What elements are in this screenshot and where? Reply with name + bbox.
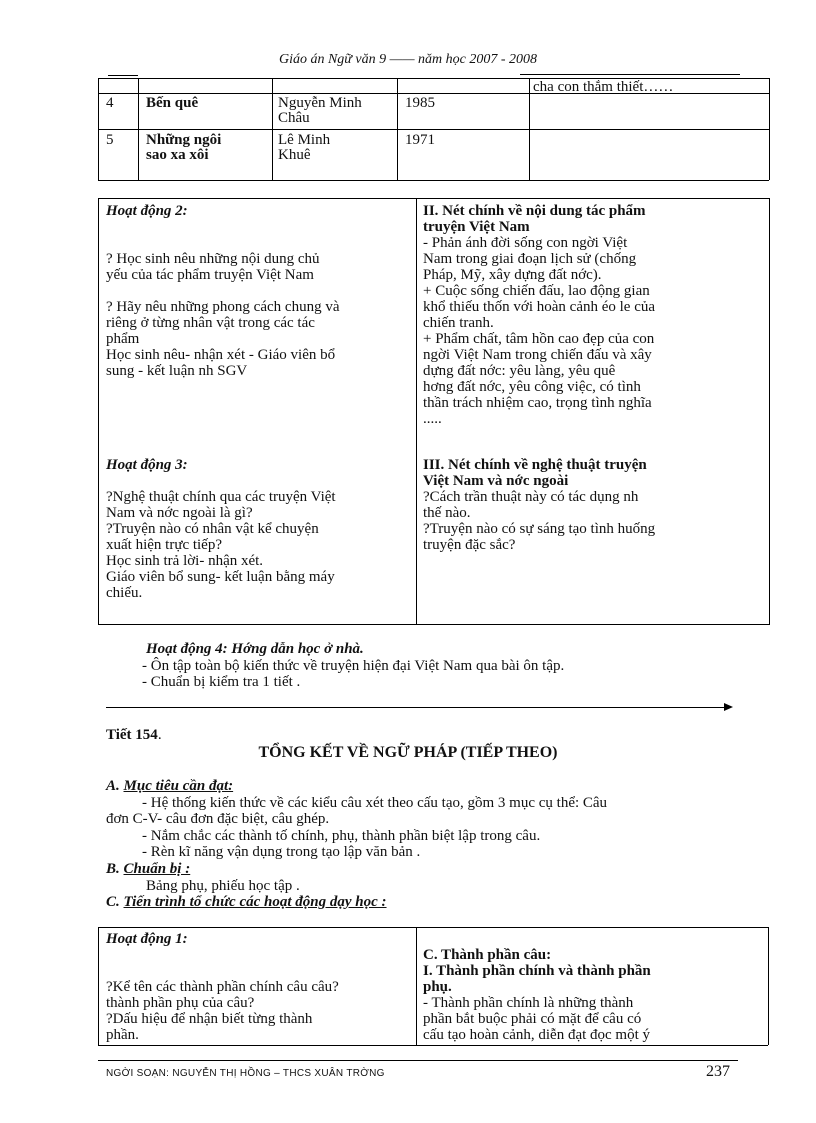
activity-1-left: Hoạt động 1: ?Kể tên các thành phần chính câu câu? thành phần phụ của câu? ?Dấu hiệu để nhận biết từng thành phần. xyxy=(106,931,339,1043)
activity-2-right: II. Nét chính về nội dung tác phẩm truyện Việt Nam - Phản ánh đời sống con ngời Việt Nam trong giai đoạn lịch sử (chống Pháp, Mỹ, xây dựng đất nớc). + Cuộc sống chiến đấu, lao động gian khổ thiếu thốn với hoàn cảnh éo le của chiến tranh. + Phẩm chất, tâm hồn cao đẹp của con ngời Việt Nam trong chiến đấu và xây dựng đất nớc: yêu làng, yêu quê hơng đất nớc, yêu công việc, có tình thần trách nhiệm cao, trọng tình nghĩa ..... xyxy=(423,203,656,427)
activity-4-items: - Ôn tập toàn bộ kiến thức về truyện hiện đại Việt Nam qua bài ôn tập. - Chuẩn bị kiểm tra 1 tiết . xyxy=(142,658,565,690)
activity-2-heading: Hoạt động 2: xyxy=(106,203,188,219)
activities-table-divider xyxy=(416,198,417,624)
header-rule-right xyxy=(520,74,740,75)
table-row-4-no: 4 xyxy=(106,95,114,111)
footer-author: NGỜI SOẠN: NGUYỄN THỊ HỒNG – THCS XUÂN TRỜNG xyxy=(106,1068,385,1079)
activity-3-left: Hoạt động 3: ?Nghệ thuật chính qua các truyện Việt Nam và nớc ngoài là gì? ?Truyện nào có nhân vật kể chuyện xuất hiện trực tiếp? Học sinh trả lời- nhận xét. Giáo viên bổ sung- kết luận bằng máy chiếu. xyxy=(106,457,336,601)
page-number: 237 xyxy=(706,1063,730,1080)
section-c-components-heading: C. Thành phần câu: xyxy=(423,947,552,963)
section-ii-heading: II. Nét chính về nội dung tác phẩm xyxy=(423,203,646,219)
table-row-4-year: 1985 xyxy=(405,95,435,111)
section-a-line-2: đơn C-V- câu đơn đặc biệt, câu ghép. xyxy=(106,811,330,827)
section-a-line-1: - Hệ thống kiến thức về các kiểu câu xét theo cấu tạo, gồm 3 mục cụ thể: Câu xyxy=(142,795,608,811)
header-rule-short xyxy=(108,75,138,76)
activity-3-heading: Hoạt động 3: xyxy=(106,457,188,473)
works-table-continuation: cha con thắm thiết…… xyxy=(533,79,674,95)
section-b-heading: B. Chuẩn bị : xyxy=(106,861,191,877)
activity-3-right: III. Nét chính về nghệ thuật truyện Việt Nam và nớc ngoài ?Cách trần thuật này có tác dụng nh thế nào. ?Truyện nào có sự sáng tạo tình huống truyện đặc sắc? xyxy=(423,457,656,553)
table-row-4-author: Nguyễn Minh Châu xyxy=(278,95,362,126)
section-a-line-3: - Nắm chắc các thành tố chính, phụ, thành phần biệt lập trong câu. - Rèn kĩ năng vận dụng trong tạo lập văn bản . xyxy=(142,828,541,860)
table-row-5-author: Lê Minh Khuê xyxy=(278,132,331,163)
section-b-line-1: Bảng phụ, phiếu học tập . xyxy=(146,878,300,894)
footer-rule xyxy=(98,1060,738,1061)
table-row-5-no: 5 xyxy=(106,132,114,148)
section-a-heading: A. Mục tiêu cần đạt: xyxy=(106,778,234,794)
activity-1-right: C. Thành phần câu: I. Thành phần chính và thành phần phụ. - Thành phần chính là những thành phần bắt buộc phải có mặt để câu có cấu tạo hoàn cảnh, diễn đạt đọc một ý xyxy=(423,947,651,1043)
table-row-4-title: Bến quê xyxy=(146,95,199,111)
lesson-title: TỔNG KẾT VỀ NGỮ PHÁP (TIẾP THEO) xyxy=(258,744,558,761)
section-c-heading: C. Tiến trình tổ chức các hoạt động dạy học : xyxy=(106,894,387,910)
table-row-5-title: Những ngôi sao xa xôi xyxy=(146,132,222,163)
activity-1-heading: Hoạt động 1: xyxy=(106,931,188,947)
section-separator-arrow xyxy=(106,707,726,708)
table-row-5-year: 1971 xyxy=(405,132,435,148)
section-iii-heading: III. Nét chính về nghệ thuật truyện xyxy=(423,457,647,473)
page-header-title: Giáo án Ngữ văn 9 —— năm học 2007 - 2008 xyxy=(278,52,538,67)
arrow-head-icon xyxy=(724,703,733,711)
lesson-number: Tiết 154. xyxy=(106,727,162,743)
activity-4-title: Hoạt động 4: Hớng dẫn học ở nhà. xyxy=(146,641,364,657)
activity-2-left: Hoạt động 2: ? Học sinh nêu những nội dung chủ yếu của tác phẩm truyện Việt Nam ? Hãy nêu những phong cách chung và riêng ở từng nhân vật trong các tác phẩm Học sinh nêu- nhận xét - Giáo viên bổ sung - kết luận nh SGV xyxy=(106,203,340,379)
